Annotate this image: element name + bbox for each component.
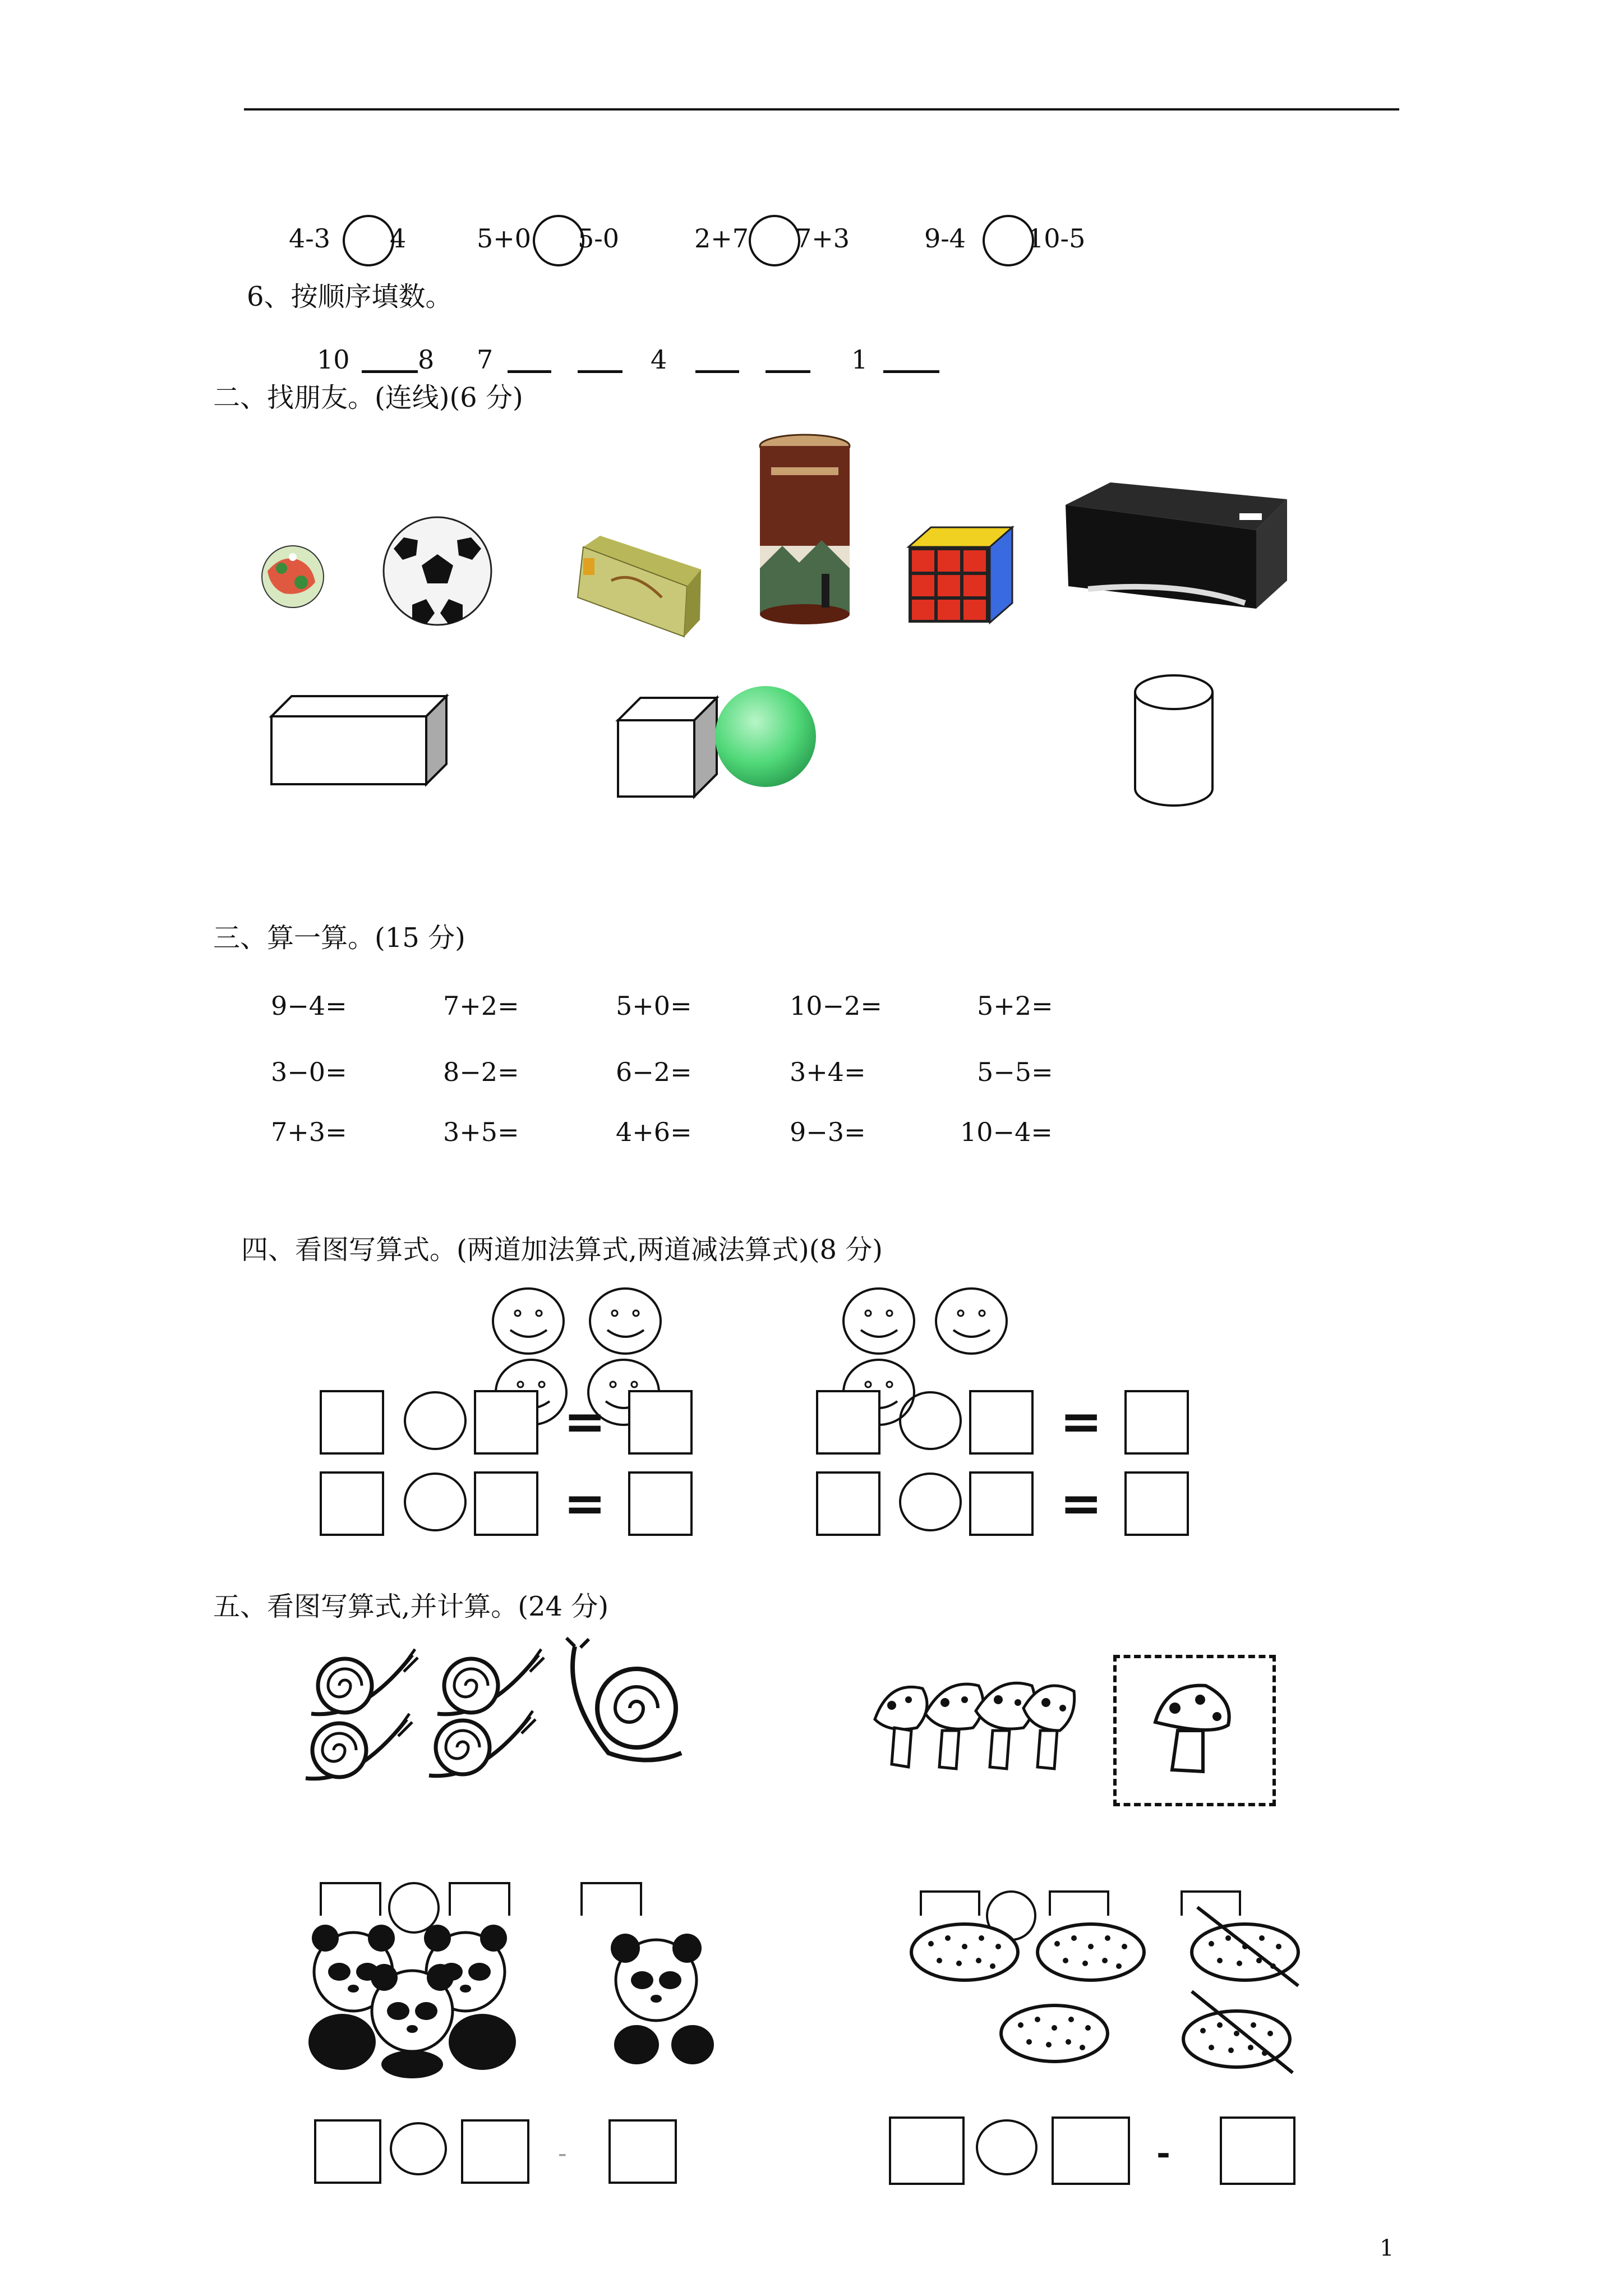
compare-left: 5+0 [477, 223, 532, 254]
cube-shape[interactable] [616, 696, 720, 799]
arithmetic-item[interactable]: 4+6= [616, 1117, 692, 1147]
seq-number: 10 [317, 344, 350, 375]
snail-icon [564, 1641, 684, 1770]
answer-box[interactable] [1220, 2116, 1295, 2185]
dotted-oval-icon [909, 1921, 1021, 1983]
equals-sign: = [564, 1392, 606, 1451]
arithmetic-item[interactable]: 7+3= [271, 1117, 347, 1147]
section-3-title: 三、算一算。(15 分) [213, 922, 465, 954]
equals-sign: = [1060, 1474, 1103, 1533]
mushroom-icon [1150, 1683, 1234, 1775]
compare-right: 10-5 [1027, 223, 1086, 254]
answer-box[interactable] [1052, 2116, 1130, 2185]
compare-right: 5-0 [578, 223, 620, 254]
arithmetic-item[interactable]: 10−2= [790, 991, 882, 1021]
operator-circle[interactable] [899, 1473, 962, 1531]
fill-blank[interactable] [578, 370, 623, 373]
section-4-title: 四、看图写算式。(两道加法算式,两道减法算式)(8 分) [241, 1234, 883, 1266]
answer-box[interactable] [920, 1890, 980, 1916]
dotted-oval-icon [1035, 1921, 1147, 1983]
fill-blank[interactable] [362, 370, 418, 373]
answer-box[interactable] [969, 1471, 1034, 1536]
answer-box[interactable] [1124, 1471, 1189, 1536]
rubiks-cube-image[interactable] [909, 527, 1012, 623]
snail-icon [423, 1708, 536, 1781]
fill-blank[interactable] [695, 370, 739, 373]
answer-box[interactable] [608, 2119, 677, 2184]
smiley-face-icon [588, 1286, 663, 1356]
arithmetic-item[interactable]: 8−2= [443, 1057, 519, 1087]
seq-number: 7 [477, 344, 494, 375]
arithmetic-item[interactable]: 3+4= [790, 1057, 866, 1087]
cylinder-shape[interactable] [1132, 673, 1216, 808]
operator-circle[interactable] [976, 2119, 1038, 2175]
snail-icon [306, 1646, 418, 1719]
compare-left: 4-3 [289, 223, 331, 254]
dash-sign: - [558, 2138, 567, 2168]
section-2-title: 二、找朋友。(连线)(6 分) [213, 382, 523, 413]
operator-circle[interactable] [404, 1391, 467, 1450]
arithmetic-item[interactable]: 9−3= [790, 1117, 866, 1147]
compare-right: 4 [390, 223, 407, 254]
arithmetic-item[interactable]: 3−0= [271, 1057, 347, 1087]
answer-box[interactable] [320, 1882, 381, 1916]
seq-number: 8 [418, 344, 435, 375]
answer-box[interactable] [889, 2116, 965, 2185]
arithmetic-item[interactable]: 7+2= [443, 991, 519, 1021]
compare-circle[interactable] [533, 215, 584, 266]
answer-box[interactable] [628, 1471, 693, 1536]
matchbox-image[interactable] [566, 536, 707, 637]
arithmetic-item[interactable]: 9−4= [271, 991, 347, 1021]
operator-circle[interactable] [404, 1473, 467, 1531]
cuboid-shape[interactable] [269, 694, 449, 786]
arithmetic-item[interactable]: 5−5= [977, 1057, 1053, 1087]
panda-icon [603, 1932, 715, 2067]
fill-blank[interactable] [766, 370, 810, 373]
answer-box[interactable] [320, 1390, 384, 1455]
seq-number: 1 [851, 344, 868, 375]
arithmetic-item[interactable]: 3+5= [443, 1117, 519, 1147]
smiley-face-icon [841, 1286, 917, 1356]
compare-circle[interactable] [749, 215, 800, 266]
answer-box[interactable] [816, 1390, 880, 1455]
section-5-title: 五、看图写算式,并计算。(24 分) [213, 1591, 609, 1622]
dotted-oval-icon [998, 2003, 1110, 2064]
fill-blank[interactable] [508, 370, 551, 373]
answer-box[interactable] [628, 1390, 693, 1455]
compare-left: 9-4 [924, 223, 966, 254]
panda-group-icon [303, 1921, 522, 2078]
operator-circle[interactable] [390, 2122, 447, 2175]
sphere-shape[interactable] [712, 683, 819, 790]
q6-title: 6、按顺序填数。 [247, 281, 453, 312]
tea-can-image[interactable] [754, 434, 855, 627]
answer-box[interactable] [969, 1390, 1034, 1455]
answer-box[interactable] [449, 1882, 510, 1916]
arithmetic-item[interactable]: 5+0= [616, 991, 692, 1021]
answer-box[interactable] [816, 1471, 880, 1536]
compare-right: 7+3 [795, 223, 850, 254]
page-number: 1 [1380, 2235, 1394, 2261]
operator-circle[interactable] [899, 1391, 962, 1450]
answer-box[interactable] [474, 1390, 538, 1455]
crossed-oval-icon [1186, 1904, 1304, 1989]
seq-number: 4 [651, 344, 667, 375]
answer-box[interactable] [314, 2119, 381, 2184]
mushroom-group-icon [872, 1674, 1077, 1773]
answer-box[interactable] [580, 1882, 642, 1916]
dash-sign: - [1156, 2133, 1170, 2173]
soccer-ball-image[interactable] [381, 515, 494, 627]
equals-sign: = [1060, 1392, 1103, 1451]
smiley-face-icon [491, 1286, 566, 1356]
arithmetic-item[interactable]: 10−4= [960, 1117, 1053, 1147]
compare-circle[interactable] [983, 215, 1034, 266]
answer-box[interactable] [320, 1471, 384, 1536]
equals-sign: = [564, 1474, 606, 1533]
crossed-oval-icon [1178, 1989, 1298, 2076]
smiley-face-icon [934, 1286, 1009, 1356]
snail-icon [300, 1711, 412, 1784]
arithmetic-item[interactable]: 6−2= [616, 1057, 692, 1087]
small-ball-image[interactable] [259, 543, 326, 610]
compare-circle[interactable] [343, 215, 394, 266]
answer-box[interactable] [474, 1471, 538, 1536]
arithmetic-item[interactable]: 5+2= [977, 991, 1053, 1021]
header-rule [244, 108, 1399, 111]
shoebox-image[interactable] [1066, 482, 1287, 625]
fill-blank[interactable] [883, 370, 939, 373]
answer-box[interactable] [1049, 1890, 1109, 1916]
compare-left: 2+7 [694, 223, 749, 254]
answer-box[interactable] [461, 2119, 529, 2184]
answer-box[interactable] [1124, 1390, 1189, 1455]
